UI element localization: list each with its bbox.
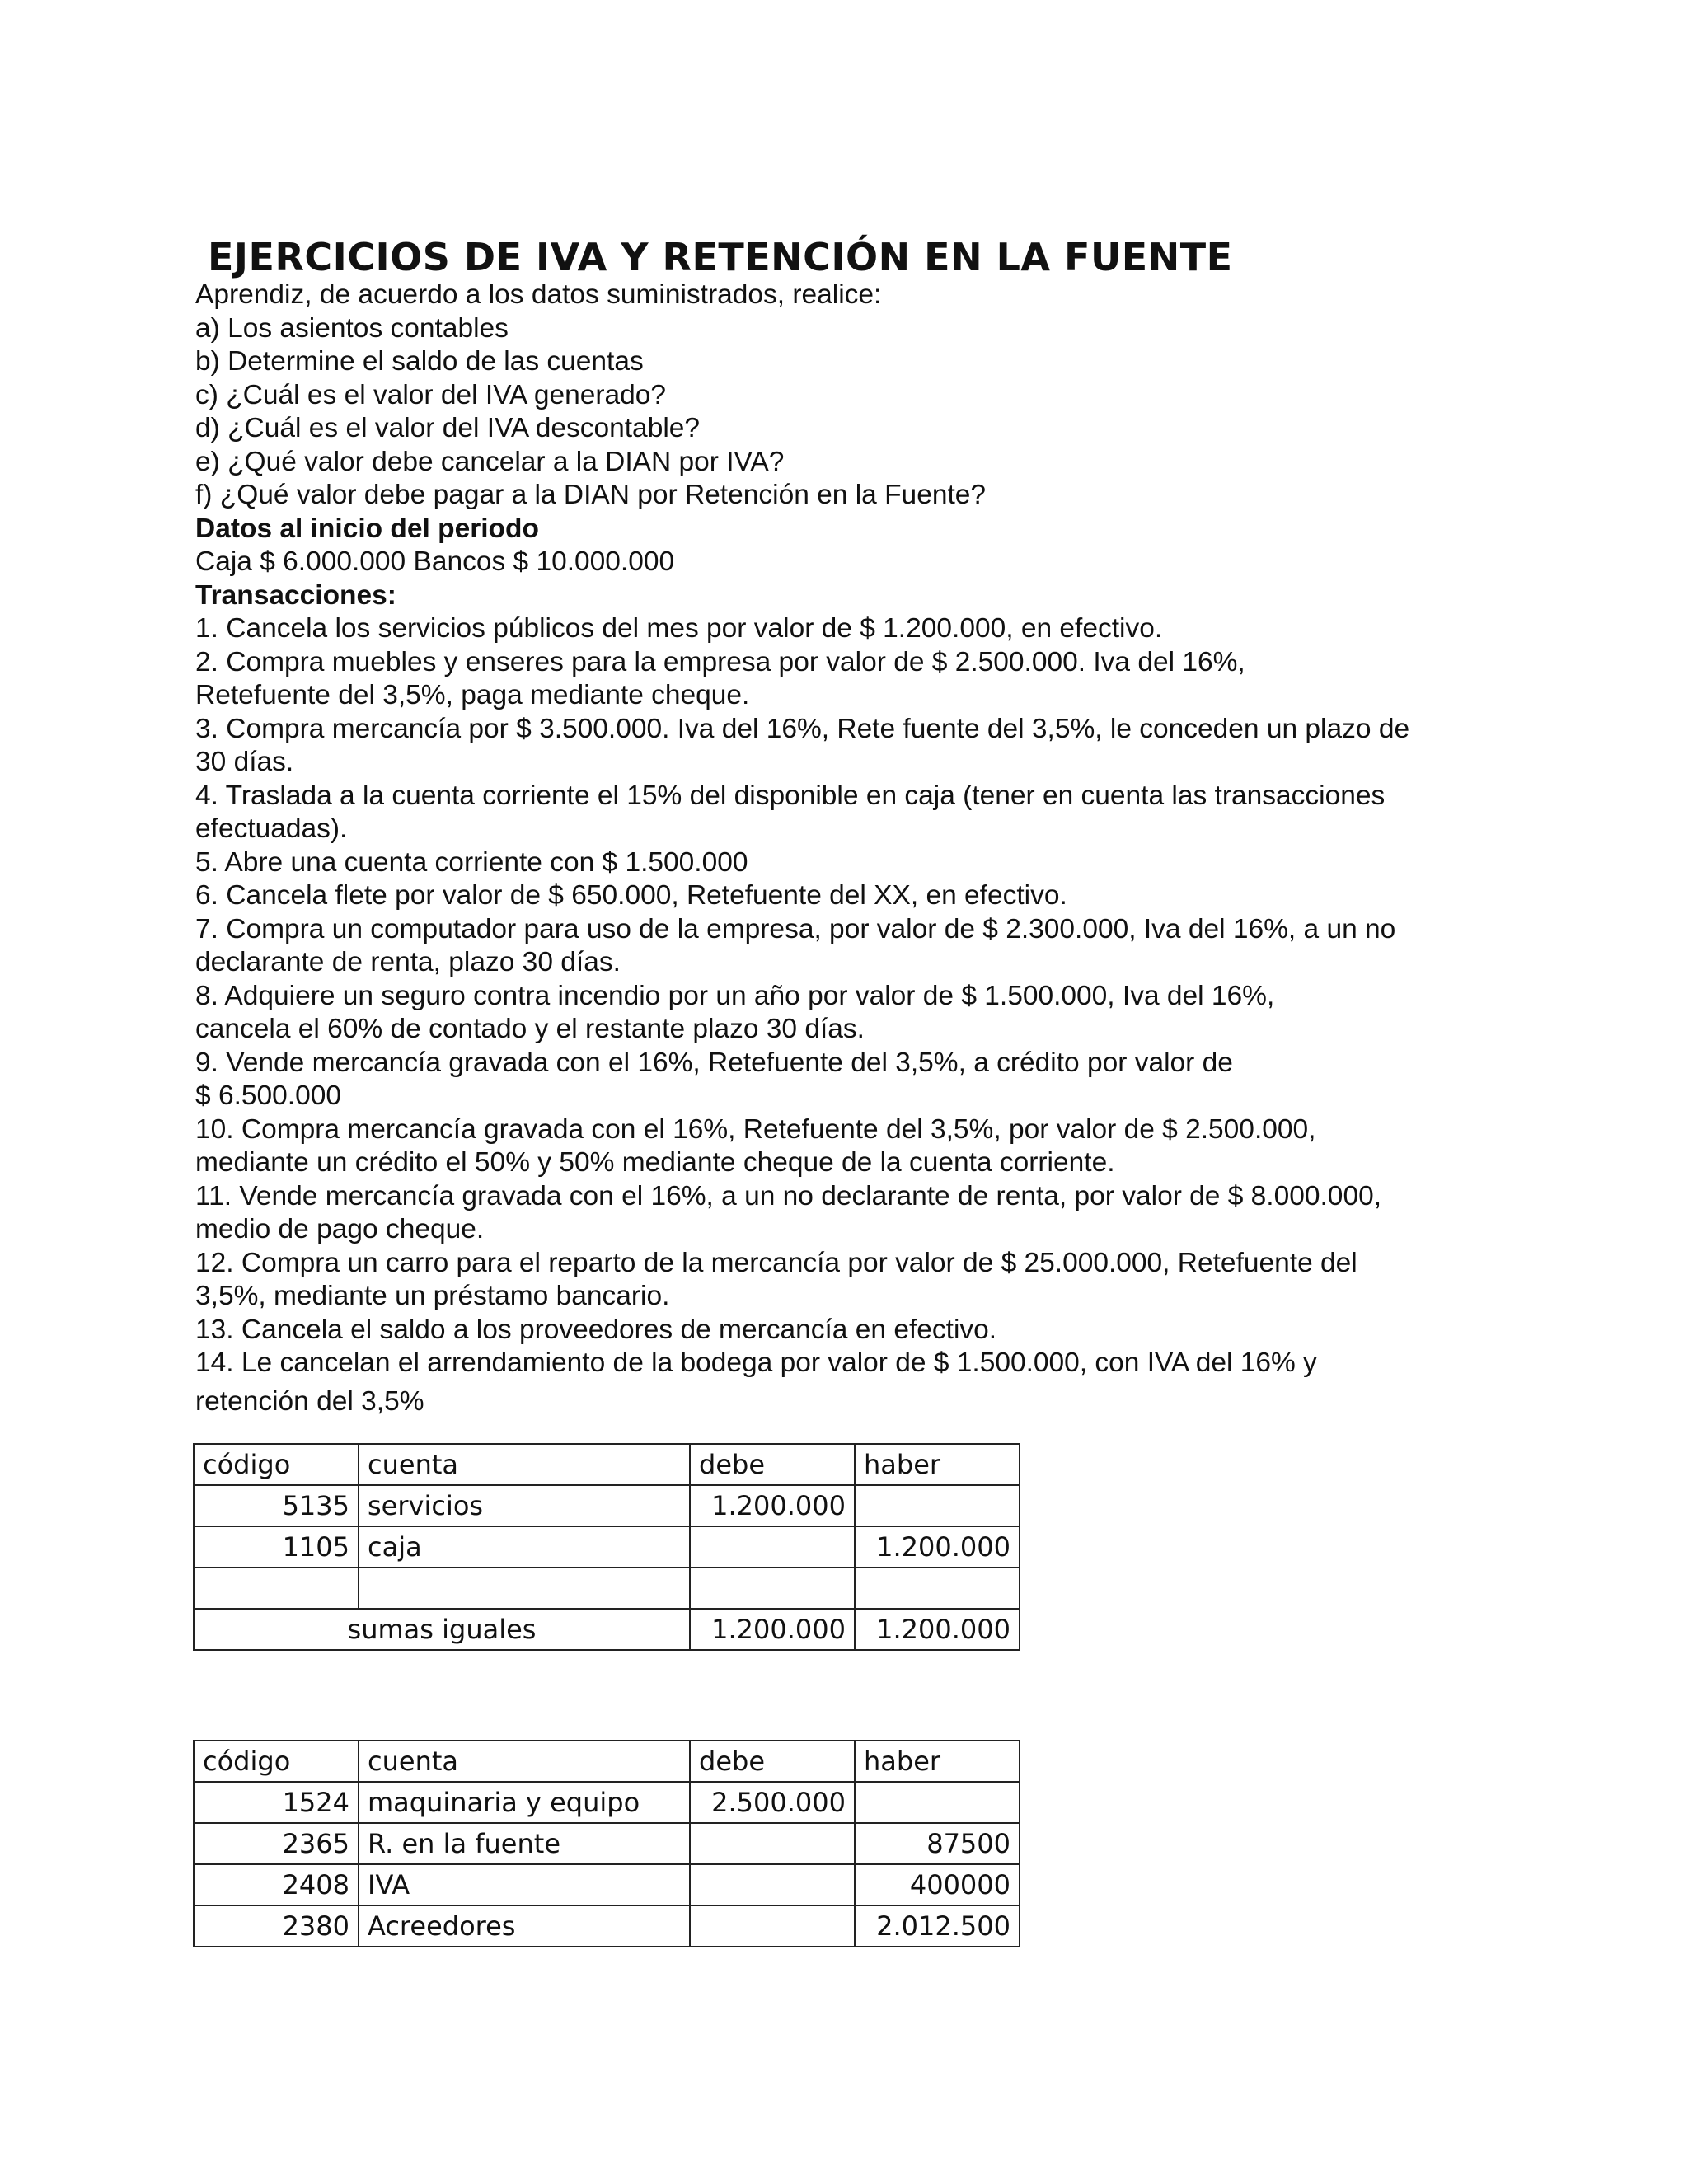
cell-debit — [690, 1526, 855, 1568]
transaction-line: 3. Compra mercancía por $ 3.500.000. Iva del 16%, Rete fuente del 3,5%, le conceden un plazo de — [195, 713, 1410, 744]
cell-debit: 2.500.000 — [690, 1782, 855, 1823]
transaction-line: 3,5%, mediante un préstamo bancario. — [195, 1281, 670, 1311]
table-row — [194, 1823, 1020, 1864]
question-b: b) Determine el saldo de las cuentas — [195, 346, 644, 377]
cell-account: caja — [359, 1526, 690, 1568]
cell-debit — [690, 1568, 855, 1609]
cell-code: 5135 — [194, 1485, 359, 1526]
cell-code: 2365 — [194, 1823, 359, 1864]
journal-entry-table-2 — [193, 1740, 1020, 1947]
cell-code: 1524 — [194, 1782, 359, 1823]
transaction-line: 13. Cancela el saldo a los proveedores de mercancía en efectivo. — [195, 1314, 997, 1345]
table-row — [194, 1568, 1020, 1609]
initial-data-heading: Datos al inicio del periodo — [195, 513, 539, 544]
transaction-line: 10. Compra mercancía gravada con el 16%, Retefuente del 3,5%, por valor de $ 2.500.000, — [195, 1113, 1316, 1145]
cell-credit — [855, 1485, 1020, 1526]
header-codigo: código — [194, 1741, 359, 1782]
transaction-line: 14. Le cancelan el arrendamiento de la bodega por valor de $ 1.500.000, con IVA del 16% y — [195, 1347, 1317, 1378]
transaction-line: 4. Traslada a la cuenta corriente el 15% del disponible en caja (tener en cuenta las transacciones — [195, 780, 1386, 811]
transaction-line: 6. Cancela flete por valor de $ 650.000, Retefuente del XX, en efectivo. — [195, 880, 1067, 911]
totals-label: sumas iguales — [194, 1609, 690, 1650]
totals-credit: 1.200.000 — [855, 1609, 1020, 1650]
transaction-line: 11. Vende mercancía gravada con el 16%, a un no declarante de renta, por valor de $ 8.000.000, — [195, 1180, 1382, 1212]
transaction-line: 1. Cancela los servicios públicos del mes por valor de $ 1.200.000, en efectivo. — [195, 613, 1163, 644]
journal-entry-table-1 — [193, 1443, 1020, 1651]
table-row — [194, 1485, 1020, 1526]
cell-credit: 400000 — [855, 1864, 1020, 1905]
transaction-line: 5. Abre una cuenta corriente con $ 1.500.000 — [195, 846, 748, 878]
cell-debit — [690, 1905, 855, 1947]
cell-account: maquinaria y equipo — [359, 1782, 690, 1823]
document-title: EJERCICIOS DE IVA Y RETENCIÓN EN LA FUENTE — [208, 235, 1233, 279]
cell-credit — [855, 1782, 1020, 1823]
cell-account: Acreedores — [359, 1905, 690, 1947]
header-haber: haber — [855, 1444, 1020, 1485]
intro-text: Aprendiz, de acuerdo a los datos suministrados, realice: — [195, 279, 882, 310]
header-cuenta: cuenta — [359, 1741, 690, 1782]
transaction-line-last: retención del 3,5% — [195, 1385, 424, 1417]
cell-code: 1105 — [194, 1526, 359, 1568]
transaction-line: 2. Compra muebles y enseres para la empresa por valor de $ 2.500.000. Iva del 16%, — [195, 646, 1245, 677]
cell-code: 2380 — [194, 1905, 359, 1947]
totals-row — [194, 1609, 1020, 1650]
question-d: d) ¿Cuál es el valor del IVA descontable? — [195, 413, 701, 443]
table-row — [194, 1526, 1020, 1568]
transaction-line: 30 días. — [195, 747, 294, 777]
transaction-line: medio de pago cheque. — [195, 1214, 485, 1244]
header-haber: haber — [855, 1741, 1020, 1782]
table-row — [194, 1864, 1020, 1905]
question-c: c) ¿Cuál es el valor del IVA generado? — [195, 379, 667, 410]
cell-account: R. en la fuente — [359, 1823, 690, 1864]
table-header-row — [194, 1741, 1020, 1782]
transaction-line: cancela el 60% de contado y el restante plazo 30 días. — [195, 1014, 865, 1044]
cell-code — [194, 1568, 359, 1609]
transaction-line: 8. Adquiere un seguro contra incendio por un año por valor de $ 1.500.000, Iva del 16%, — [195, 980, 1275, 1011]
table-row — [194, 1905, 1020, 1947]
cell-debit — [690, 1864, 855, 1905]
header-debe: debe — [690, 1444, 855, 1485]
question-f: f) ¿Qué valor debe pagar a la DIAN por Retención en la Fuente? — [195, 480, 987, 510]
transaction-line: mediante un crédito el 50% y 50% mediante cheque de la cuenta corriente. — [195, 1147, 1115, 1178]
question-a: a) Los asientos contables — [195, 312, 509, 344]
cell-credit: 87500 — [855, 1823, 1020, 1864]
table-row — [194, 1782, 1020, 1823]
transaction-line: 7. Compra un computador para uso de la empresa, por valor de $ 2.300.000, Iva del 16%, a un no — [195, 913, 1396, 944]
transaction-line: $ 6.500.000 — [195, 1080, 341, 1111]
cell-account — [359, 1568, 690, 1609]
cell-account: IVA — [359, 1864, 690, 1905]
header-codigo: código — [194, 1444, 359, 1485]
cell-credit: 1.200.000 — [855, 1526, 1020, 1568]
transaction-line: efectuadas). — [195, 813, 348, 844]
totals-debit: 1.200.000 — [690, 1609, 855, 1650]
header-cuenta: cuenta — [359, 1444, 690, 1485]
transaction-line: 9. Vende mercancía gravada con el 16%, Retefuente del 3,5%, a crédito por valor de — [195, 1047, 1233, 1078]
cell-account: servicios — [359, 1485, 690, 1526]
question-e: e) ¿Qué valor debe cancelar a la DIAN por IVA? — [195, 446, 785, 477]
cell-credit: 2.012.500 — [855, 1905, 1020, 1947]
transaction-line: declarante de renta, plazo 30 días. — [195, 947, 621, 977]
cell-debit: 1.200.000 — [690, 1485, 855, 1526]
exercise-text — [195, 279, 1547, 1422]
initial-data: Caja $ 6.000.000 Bancos $ 10.000.000 — [195, 546, 675, 577]
header-debe: debe — [690, 1741, 855, 1782]
cell-credit — [855, 1568, 1020, 1609]
transaction-line: 12. Compra un carro para el reparto de la mercancía por valor de $ 25.000.000, Retefuente del — [195, 1247, 1357, 1278]
transaction-line: Retefuente del 3,5%, paga mediante cheque. — [195, 680, 750, 710]
cell-code: 2408 — [194, 1864, 359, 1905]
transactions-heading: Transacciones: — [195, 579, 396, 611]
table-header-row — [194, 1444, 1020, 1485]
cell-debit — [690, 1823, 855, 1864]
